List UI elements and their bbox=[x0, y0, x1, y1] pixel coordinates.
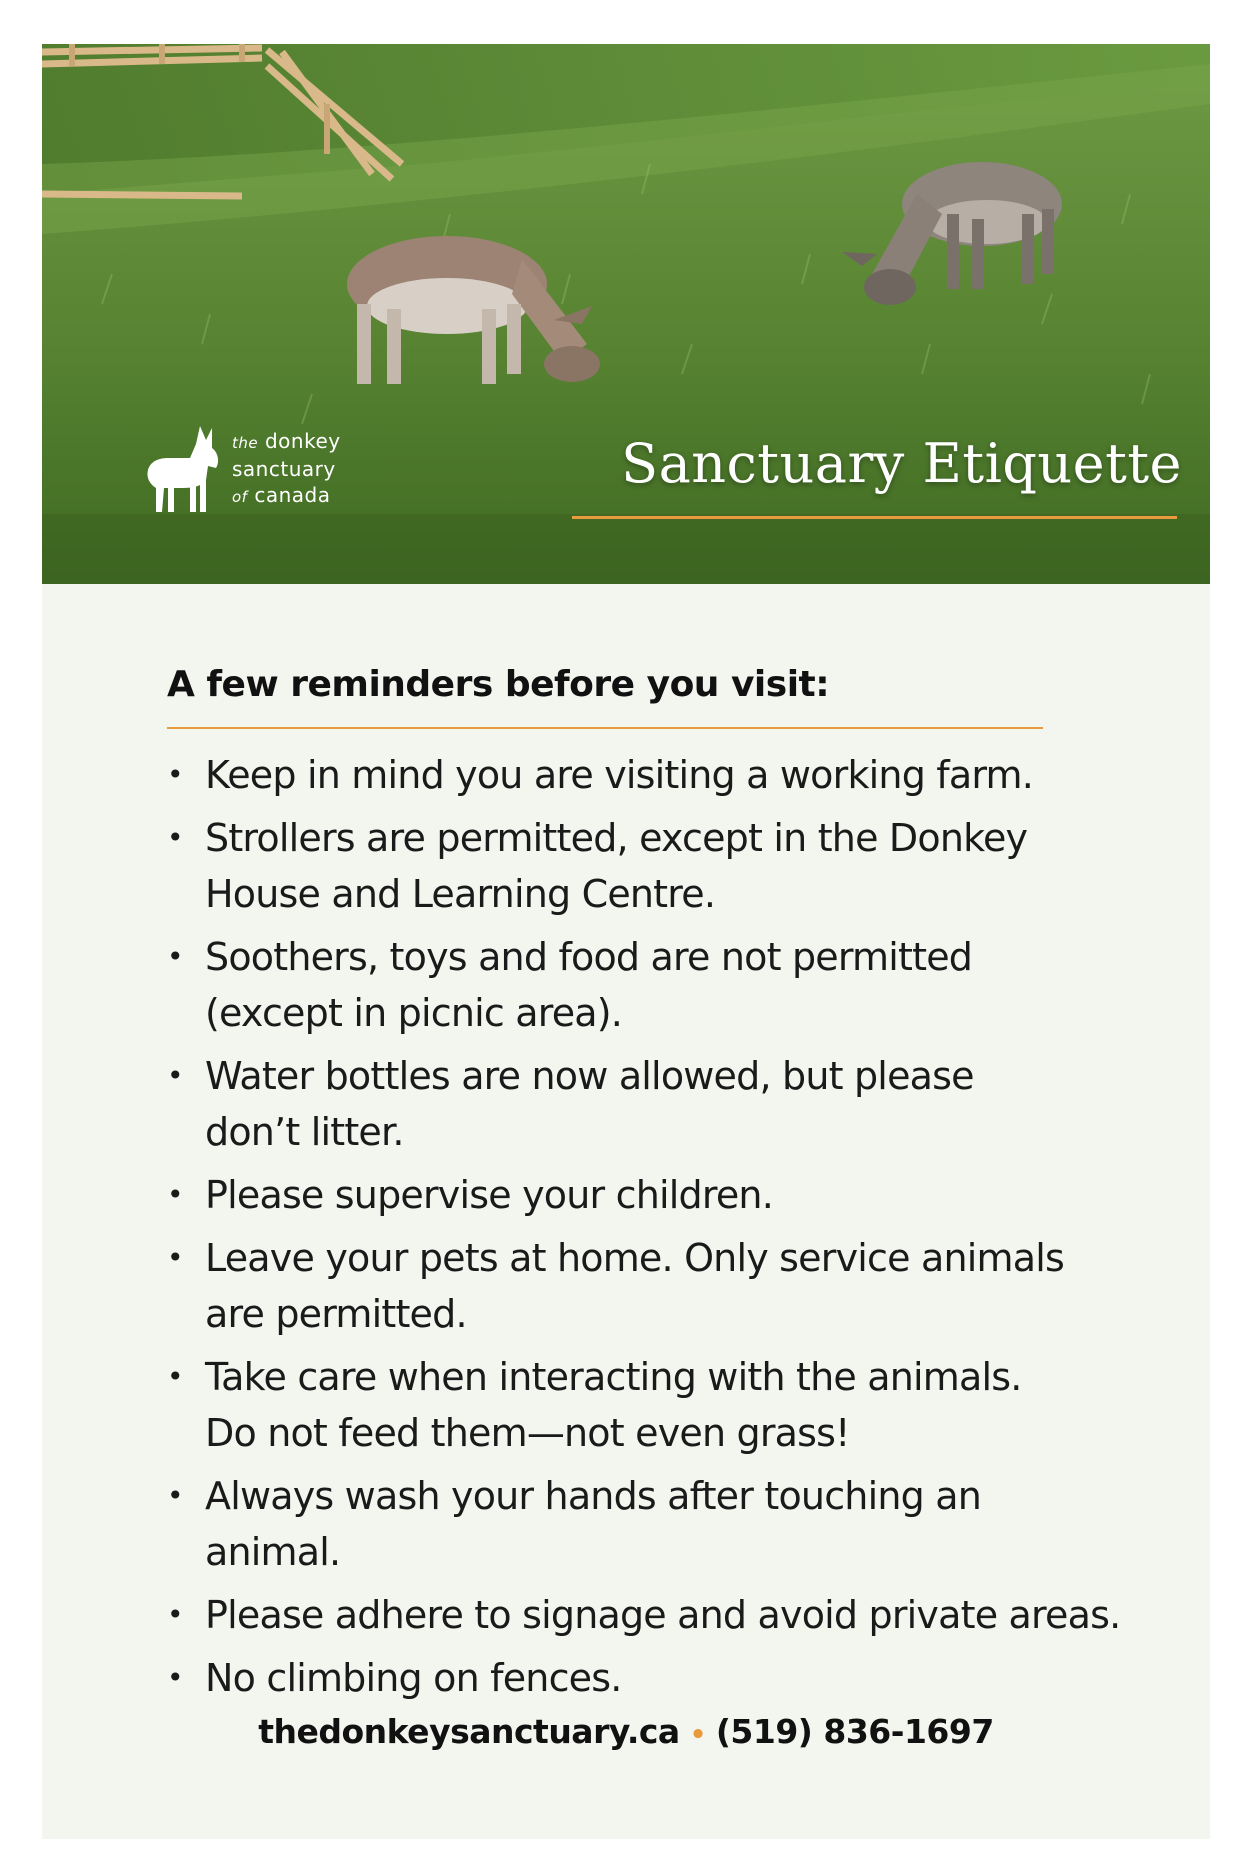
reminders-section bbox=[167, 664, 1127, 1713]
list-item: • Water bottles are now allowed, but please don’t litter. bbox=[167, 1054, 974, 1154]
list-item: • Keep in mind you are visiting a working farm. bbox=[167, 753, 1034, 797]
brand-line2: sanctuary bbox=[232, 457, 336, 481]
separator-dot: • bbox=[689, 1720, 706, 1750]
reminders-list bbox=[167, 747, 1127, 1706]
heading-underline bbox=[167, 727, 1043, 729]
list-item: • Take care when interacting with the animals. Do not feed them—not even grass! bbox=[167, 1355, 1022, 1455]
list-item: • Please adhere to signage and avoid private areas. bbox=[167, 1593, 1121, 1637]
list-item: • Leave your pets at home. Only service animals are permitted. bbox=[167, 1236, 1064, 1336]
brand-line1: donkey bbox=[264, 429, 341, 453]
contact-footer bbox=[42, 1712, 1210, 1751]
reminders-heading: A few reminders before you visit: bbox=[167, 664, 830, 705]
page-title: Sanctuary Etiquette bbox=[621, 432, 1182, 495]
brand-line3-small: of bbox=[232, 488, 248, 506]
donkey-silhouette-icon bbox=[142, 422, 222, 516]
list-item: • Always wash your hands after touching an animal. bbox=[167, 1474, 981, 1574]
brand-logo bbox=[142, 422, 341, 516]
phone-number[interactable]: (519) 836-1697 bbox=[715, 1712, 994, 1751]
brand-wordmark bbox=[232, 428, 341, 510]
list-item: • Please supervise your children. bbox=[167, 1173, 773, 1217]
brand-line1-small: the bbox=[232, 434, 259, 452]
list-item: • No climbing on fences. bbox=[167, 1656, 622, 1700]
etiquette-card bbox=[42, 44, 1210, 1839]
title-underline bbox=[572, 516, 1177, 519]
website-link[interactable]: thedonkeysanctuary.ca bbox=[258, 1712, 680, 1751]
brand-line3: canada bbox=[254, 483, 331, 507]
list-item: • Soothers, toys and food are not permitted (except in picnic area). bbox=[167, 935, 973, 1035]
list-item: • Strollers are permitted, except in the Donkey House and Learning Centre. bbox=[167, 816, 1028, 916]
hero-photo bbox=[42, 44, 1210, 584]
